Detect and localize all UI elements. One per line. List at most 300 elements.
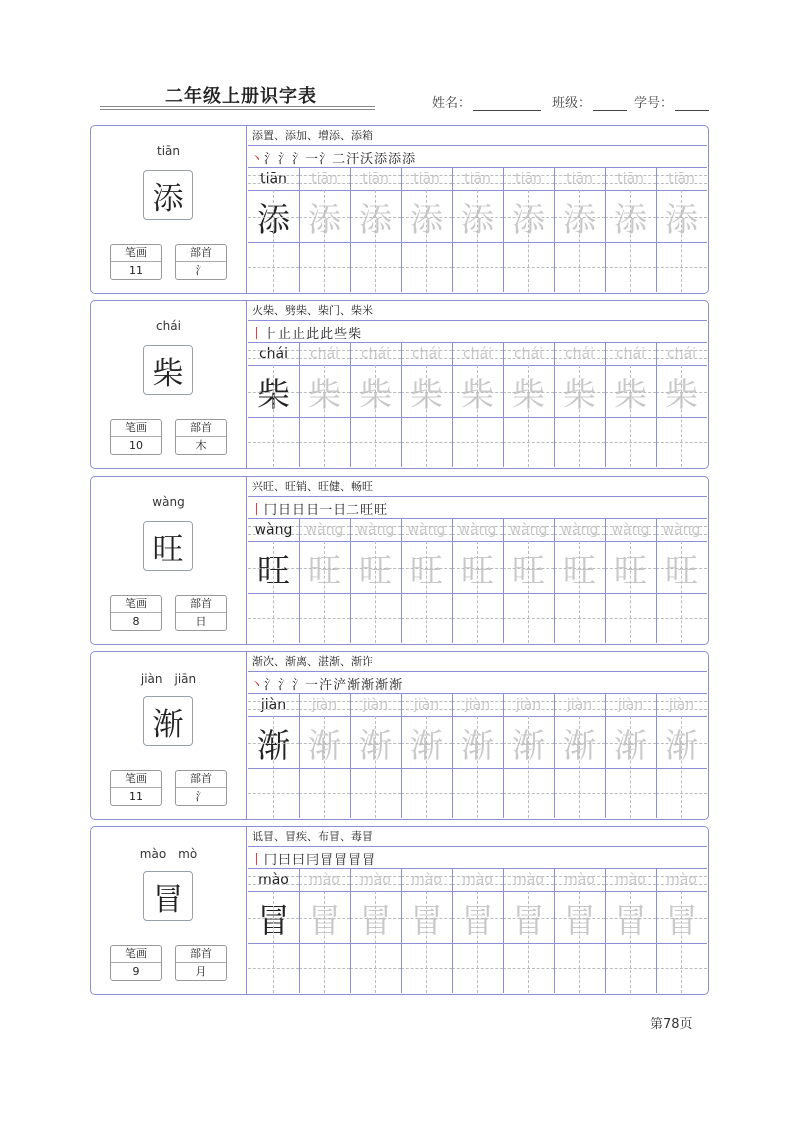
guide-line <box>350 267 401 268</box>
divider <box>248 242 299 243</box>
practice-cell[interactable] <box>299 343 350 467</box>
practice-cell[interactable] <box>248 869 299 993</box>
strokes-value: 10 <box>129 439 143 452</box>
divider <box>401 242 452 243</box>
practice-cell[interactable] <box>401 343 452 467</box>
guide-line <box>299 709 350 710</box>
stroke-step: 丶 <box>250 152 264 167</box>
practice-cell[interactable] <box>299 519 350 643</box>
char-block <box>90 826 709 995</box>
guide-line <box>248 968 299 969</box>
practice-cell[interactable] <box>503 343 554 467</box>
title-underline-2 <box>100 109 375 110</box>
practice-cell[interactable] <box>452 168 503 292</box>
radical-label: 部首 <box>176 245 226 262</box>
cell-border <box>452 694 453 818</box>
student-no-blank[interactable] <box>675 96 709 111</box>
cell-border <box>656 519 657 643</box>
guide-line <box>426 891 427 993</box>
practice-cell[interactable] <box>248 694 299 818</box>
practice-cell[interactable] <box>452 519 503 643</box>
divider <box>656 943 707 944</box>
practice-cell[interactable] <box>656 168 707 292</box>
stroke-step: 添 <box>374 152 388 167</box>
pinyin-row <box>605 519 656 541</box>
char-block <box>90 125 709 294</box>
practice-cell[interactable] <box>299 869 350 993</box>
practice-pinyin: tiān <box>413 171 440 187</box>
practice-pinyin: wàng <box>509 522 548 538</box>
divider <box>248 768 299 769</box>
guide-line <box>350 183 401 184</box>
practice-char: 添 <box>461 199 494 239</box>
stroke-step: 止 <box>278 327 292 342</box>
guide-line <box>605 350 656 351</box>
stroke-step: 旺 <box>360 503 374 518</box>
stroke-order <box>250 499 388 517</box>
practice-cell[interactable] <box>401 694 452 818</box>
guide-line <box>248 267 299 268</box>
radical-box <box>175 945 227 981</box>
guide-line <box>401 701 452 702</box>
guide-line <box>452 709 503 710</box>
cell-border <box>656 694 657 818</box>
name-blank[interactable] <box>473 96 541 111</box>
guide-line <box>630 190 631 292</box>
practice-cell[interactable] <box>350 694 401 818</box>
practice-cell[interactable] <box>299 694 350 818</box>
strokes-value: 9 <box>132 965 140 978</box>
guide-line <box>605 793 656 794</box>
class-blank[interactable] <box>593 96 627 111</box>
cell-border <box>452 519 453 643</box>
practice-cell[interactable] <box>554 694 605 818</box>
student-no-label: 学号： <box>634 96 674 111</box>
practice-cell[interactable] <box>452 694 503 818</box>
divider <box>656 768 707 769</box>
practice-char: 旺 <box>512 550 545 590</box>
stroke-step: 氵一 <box>292 678 319 693</box>
practice-pinyin: jiàn <box>413 697 440 713</box>
divider <box>452 593 503 594</box>
practice-cell[interactable] <box>248 519 299 643</box>
strokes-box <box>110 244 162 280</box>
practice-char: 渐 <box>665 725 698 765</box>
practice-pinyin: wàng <box>662 522 701 538</box>
guide-line <box>554 793 605 794</box>
practice-char: 冒 <box>359 900 392 940</box>
guide-line <box>477 716 478 818</box>
strokes-label: 笔画 <box>111 771 161 788</box>
guide-line <box>579 365 580 467</box>
char-display: 旺 <box>143 521 193 571</box>
practice-cell[interactable] <box>554 869 605 993</box>
practice-char: 添 <box>257 199 290 239</box>
guide-line <box>350 350 401 351</box>
practice-pinyin: jiàn <box>362 697 389 713</box>
guide-line <box>605 618 656 619</box>
practice-pinyin: wàng <box>560 522 599 538</box>
guide-line <box>605 442 656 443</box>
guide-line <box>299 884 350 885</box>
practice-pinyin: chái <box>411 346 442 362</box>
guide-line <box>477 190 478 292</box>
guide-line <box>681 891 682 993</box>
guide-line <box>401 968 452 969</box>
guide-line <box>656 701 707 702</box>
guide-line <box>503 876 554 877</box>
page-header <box>0 0 800 120</box>
pinyin-row <box>656 694 707 716</box>
guide-line <box>656 358 707 359</box>
practice-pinyin: jiàn <box>668 697 695 713</box>
practice-cell[interactable] <box>248 168 299 292</box>
cell-border <box>299 168 300 292</box>
guide-line <box>401 267 452 268</box>
divider <box>605 768 656 769</box>
cell-border <box>605 168 606 292</box>
practice-panel <box>248 477 707 644</box>
word-list: 渐次、渐离、湛渐、渐诈 <box>252 655 373 668</box>
guide-line <box>375 541 376 643</box>
practice-cell[interactable] <box>554 519 605 643</box>
guide-line <box>605 183 656 184</box>
divider <box>248 943 299 944</box>
guide-line <box>452 618 503 619</box>
divider <box>248 671 707 672</box>
practice-char: 柴 <box>665 374 698 414</box>
stroke-step: 冂 <box>264 853 278 868</box>
radical-value: 木 <box>195 439 207 452</box>
practice-cell[interactable] <box>503 519 554 643</box>
guide-line <box>656 534 707 535</box>
pinyin-row <box>350 519 401 541</box>
pinyin-row <box>299 343 350 365</box>
practice-grid <box>248 519 707 643</box>
pinyin-row <box>452 519 503 541</box>
divider <box>452 242 503 243</box>
practice-cell[interactable] <box>605 869 656 993</box>
practice-pinyin: jiàn <box>617 697 644 713</box>
stroke-step: 氵 <box>278 678 292 693</box>
stroke-step: 此 <box>306 327 320 342</box>
cell-border <box>503 869 504 993</box>
guide-line <box>299 175 350 176</box>
guide-line <box>656 175 707 176</box>
practice-cell[interactable] <box>605 694 656 818</box>
guide-line <box>299 526 350 527</box>
pinyin-row <box>299 168 350 190</box>
guide-line <box>426 541 427 643</box>
pinyin-row <box>452 168 503 190</box>
guide-line <box>248 618 299 619</box>
guide-line <box>681 365 682 467</box>
pinyin-row <box>299 869 350 891</box>
word-list: 添置、添加、增添、添箱 <box>252 129 373 142</box>
guide-line <box>299 358 350 359</box>
guide-line <box>656 350 707 351</box>
pinyin-row <box>452 869 503 891</box>
guide-line <box>324 190 325 292</box>
practice-char: 冒 <box>614 900 647 940</box>
name-field[interactable] <box>432 92 541 111</box>
stroke-step: 汗 <box>346 152 360 167</box>
practice-pinyin: jiàn <box>566 697 593 713</box>
char-display: 添 <box>143 170 193 220</box>
guide-line <box>324 365 325 467</box>
practice-cell[interactable] <box>299 168 350 292</box>
practice-pinyin: chái <box>360 346 391 362</box>
char-info-panel <box>91 652 247 819</box>
practice-cell[interactable] <box>401 168 452 292</box>
practice-char: 柴 <box>614 374 647 414</box>
practice-panel <box>248 652 707 819</box>
guide-line <box>503 618 554 619</box>
practice-pinyin: mào <box>462 872 493 888</box>
guide-line <box>248 884 299 885</box>
char-block <box>90 300 709 469</box>
pinyin-row <box>554 519 605 541</box>
guide-line <box>401 350 452 351</box>
stroke-step: 日一 <box>306 503 333 518</box>
page-number: 第78页 <box>650 1017 693 1032</box>
practice-cell[interactable] <box>452 869 503 993</box>
guide-line <box>656 267 707 268</box>
practice-char: 添 <box>308 199 341 239</box>
practice-pinyin: tiān <box>617 171 644 187</box>
guide-line <box>503 968 554 969</box>
stroke-step: 此 <box>320 327 334 342</box>
divider <box>248 145 707 146</box>
practice-pinyin: mào <box>360 872 391 888</box>
guide-line <box>401 175 452 176</box>
practice-cell[interactable] <box>503 869 554 993</box>
guide-line <box>554 701 605 702</box>
practice-cell[interactable] <box>452 343 503 467</box>
stroke-step: 渐 <box>347 678 361 693</box>
stroke-step: 沃 <box>360 152 374 167</box>
practice-cell[interactable] <box>350 519 401 643</box>
cell-border <box>503 343 504 467</box>
divider <box>299 943 350 944</box>
class-field[interactable] <box>552 92 627 111</box>
pinyin-row <box>605 168 656 190</box>
practice-char: 柴 <box>410 374 443 414</box>
guide-line <box>579 891 580 993</box>
divider <box>452 417 503 418</box>
cell-border <box>350 869 351 993</box>
guide-line <box>477 891 478 993</box>
practice-cell[interactable] <box>656 519 707 643</box>
practice-char: 冒 <box>461 900 494 940</box>
pinyin-row <box>350 343 401 365</box>
stroke-step: 冒 <box>334 853 348 868</box>
practice-pinyin: tiān <box>362 171 389 187</box>
guide-line <box>503 534 554 535</box>
divider <box>299 768 350 769</box>
guide-line <box>528 190 529 292</box>
guide-line <box>605 526 656 527</box>
cell-border <box>503 694 504 818</box>
cell-border <box>656 343 657 467</box>
radical-box <box>175 419 227 455</box>
strokes-label: 笔画 <box>111 946 161 963</box>
stroke-step: 添 <box>402 152 416 167</box>
divider <box>350 242 401 243</box>
practice-cell[interactable] <box>350 869 401 993</box>
char-pinyin: tiān <box>157 144 180 158</box>
guide-line <box>554 350 605 351</box>
guide-line <box>656 884 707 885</box>
practice-char: 旺 <box>614 550 647 590</box>
practice-cell[interactable] <box>605 168 656 292</box>
stroke-order <box>250 674 403 692</box>
stroke-step: 冒 <box>348 853 362 868</box>
guide-line <box>350 618 401 619</box>
guide-line <box>375 716 376 818</box>
stroke-step: 汻 <box>319 678 333 693</box>
practice-pinyin: chái <box>309 346 340 362</box>
guide-line <box>477 365 478 467</box>
pinyin-row <box>503 869 554 891</box>
char-pinyin: wàng <box>152 495 185 509</box>
guide-line <box>401 709 452 710</box>
divider <box>605 593 656 594</box>
stroke-step: 丨 <box>250 503 264 518</box>
guide-line <box>605 534 656 535</box>
practice-cell[interactable] <box>656 694 707 818</box>
stroke-step: 旺 <box>374 503 388 518</box>
divider <box>401 417 452 418</box>
guide-line <box>656 526 707 527</box>
practice-cell[interactable] <box>350 343 401 467</box>
cell-border <box>503 519 504 643</box>
radical-value: 月 <box>195 965 207 978</box>
guide-line <box>299 701 350 702</box>
guide-line <box>503 175 554 176</box>
practice-char: 旺 <box>257 550 290 590</box>
divider <box>248 593 299 594</box>
practice-char: 添 <box>563 199 596 239</box>
practice-pinyin: wàng <box>611 522 650 538</box>
practice-grid <box>248 694 707 818</box>
guide-line <box>299 442 350 443</box>
guide-line <box>554 884 605 885</box>
guide-line <box>452 526 503 527</box>
pinyin-row <box>656 869 707 891</box>
guide-line <box>299 968 350 969</box>
cell-border <box>503 168 504 292</box>
stroke-step: 浐 <box>333 678 347 693</box>
char-pinyin: chái <box>156 319 181 333</box>
stroke-step: 氵 <box>278 152 292 167</box>
guide-line <box>656 793 707 794</box>
practice-cell[interactable] <box>401 869 452 993</box>
guide-line <box>452 267 503 268</box>
cell-border <box>605 343 606 467</box>
pinyin-row <box>299 694 350 716</box>
practice-char: 添 <box>512 199 545 239</box>
guide-line <box>452 183 503 184</box>
practice-cell[interactable] <box>656 343 707 467</box>
practice-pinyin: chái <box>258 346 289 362</box>
practice-panel <box>248 301 707 468</box>
practice-char: 柴 <box>563 374 596 414</box>
practice-cell[interactable] <box>554 343 605 467</box>
practice-cell[interactable] <box>350 168 401 292</box>
divider <box>554 417 605 418</box>
pinyin-row <box>401 869 452 891</box>
practice-pinyin: chái <box>666 346 697 362</box>
practice-cell[interactable] <box>605 343 656 467</box>
guide-line <box>350 358 401 359</box>
guide-line <box>452 442 503 443</box>
practice-cell[interactable] <box>503 694 554 818</box>
pinyin-row <box>452 694 503 716</box>
stroke-step: 氵 <box>264 152 278 167</box>
divider <box>452 768 503 769</box>
guide-line <box>273 541 274 643</box>
practice-cell[interactable] <box>401 519 452 643</box>
practice-pinyin: tiān <box>566 171 593 187</box>
guide-line <box>350 884 401 885</box>
guide-line <box>605 968 656 969</box>
pinyin-row <box>656 519 707 541</box>
guide-line <box>248 350 299 351</box>
pinyin-row <box>248 519 299 541</box>
cell-border <box>401 343 402 467</box>
practice-char: 柴 <box>308 374 341 414</box>
guide-line <box>554 175 605 176</box>
guide-line <box>248 534 299 535</box>
cell-border <box>401 519 402 643</box>
practice-cell[interactable] <box>554 168 605 292</box>
guide-line <box>605 267 656 268</box>
practice-cell[interactable] <box>248 343 299 467</box>
guide-line <box>350 701 401 702</box>
cell-border <box>554 168 555 292</box>
practice-cell[interactable] <box>503 168 554 292</box>
char-block <box>90 651 709 820</box>
strokes-value: 11 <box>129 264 143 277</box>
divider <box>299 242 350 243</box>
stroke-step: ⺊ <box>264 327 278 342</box>
cell-border <box>554 694 555 818</box>
practice-char: 柴 <box>257 374 290 414</box>
practice-pinyin: chái <box>462 346 493 362</box>
practice-cell[interactable] <box>656 869 707 993</box>
student-no-field[interactable] <box>634 92 709 111</box>
pinyin-row <box>248 343 299 365</box>
divider <box>248 417 299 418</box>
guide-line <box>503 183 554 184</box>
guide-line <box>503 701 554 702</box>
divider <box>503 943 554 944</box>
practice-pinyin: wàng <box>254 522 293 538</box>
practice-char: 渐 <box>461 725 494 765</box>
radical-box <box>175 595 227 631</box>
practice-cell[interactable] <box>605 519 656 643</box>
strokes-value: 8 <box>132 615 140 628</box>
divider <box>299 593 350 594</box>
guide-line <box>452 884 503 885</box>
pinyin-row <box>401 694 452 716</box>
stroke-step: 曰 <box>278 853 292 868</box>
practice-pinyin: mào <box>411 872 442 888</box>
pinyin-row <box>554 694 605 716</box>
guide-line <box>605 876 656 877</box>
char-info-panel <box>91 477 247 644</box>
